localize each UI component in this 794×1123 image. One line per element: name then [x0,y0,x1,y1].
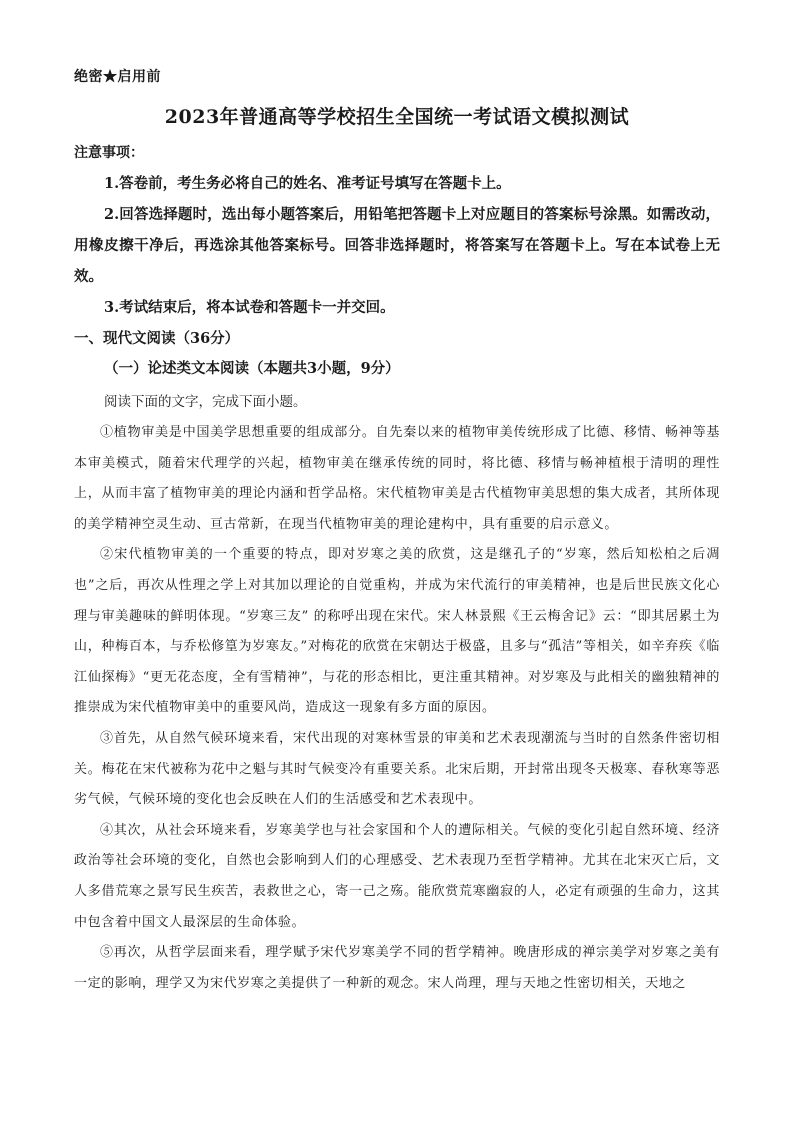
subsection-heading: （一）论述类文本阅读（本题共3小题，9分） [104,360,400,377]
notice-item: 2.回答选择题时，选出每小题答案后，用铅笔把答题卡上对应题目的答案标号涂黑。如需改动，用橡皮擦干净后，再选涂其他答案标号。回答非选择题时，将答案写在答题卡上。写在本试卷上无效。 [74,206,720,285]
reading-passage [74,418,720,999]
section-heading: 一、现代文阅读（36分） [74,330,240,347]
passage-paragraph: ⑤再次，从哲学层面来看，理学赋予宋代岁寒美学不同的哲学精神。晚唐形成的禅宗美学对岁寒之美有一定的影响，理学又为宋代岁寒之美提供了一种新的观念。宋人尚理，理与天地之性密切相关，天地之 [74,945,720,991]
notice-item: 1.答卷前，考生务必将自己的姓名、准考证号填写在答题卡上。 [104,175,511,192]
reading-instruction: 阅读下面的文字，完成下面小题。 [104,394,307,410]
page-title: 2023年普通高等学校招生全国统一考试语文模拟测试 [164,106,630,128]
passage-paragraph: ②宋代植物审美的一个重要的特点，即对岁寒之美的欣赏，这是继孔子的“岁寒，然后知松柏之后凋也”之后，再次从性理之学上对其加以理论的自觉重构，并成为宋代流行的审美精神，也是后世民族文化心理与审美趣味的鲜明体现。“岁寒三友” 的称呼出现在宋代。宋人林景熙《王云梅舍记》云：“即其居累土为山，种梅百本，与乔松修篁为岁寒友。”对梅花的欣赏在宋朝达于极盛，且多与“孤洁”等相关，如辛弃疾《临江仙探梅》“更无花态度，全有雪精神”，与花的形态相比，更注重其精神。对岁寒及与此相关的幽独精神的推崇成为宋代植物审美中的重要风尚，造成这一现象有多方面的原因。 [74,547,720,716]
passage-paragraph: ③首先，从自然气候环境来看，宋代出现的对寒林雪景的审美和艺术表现潮流与当时的自然条件密切相关。梅花在宋代被称为花中之魁与其时气候变冷有重要关系。北宋后期，开封常出现冬天极寒、春秋寒等恶劣气候，气候环境的变化也会反映在人们的生活感受和艺术表现中。 [74,730,720,808]
notice-item: 3.考试结束后，将本试卷和答题卡一并交回。 [104,299,395,316]
confidential-label: 绝密★启用前 [74,69,161,85]
passage-paragraph: ①植物审美是中国美学思想重要的组成部分。自先秦以来的植物审美传统形成了比德、移情、畅神等基本审美模式，随着宋代理学的兴起，植物审美在继承传统的同时，将比德、移情与畅神植根于清明的理性上，从而丰富了植物审美的理论内涵和哲学品格。宋代植物审美是古代植物审美思想的集大成者，其所体现的美学精神空灵生动、亘古常新，在现当代植物审美的理论建构中，具有重要的启示意义。 [74,425,720,532]
passage-paragraph: ④其次，从社会环境来看，岁寒美学也与社会家国和个人的遭际相关。气候的变化引起自然环境、经济政治等社会环境的变化，自然也会影响到人们的心理感受、艺术表现乃至哲学精神。尤其在北宋灭亡后，文人多借荒寒之景写民生疾苦，表救世之心，寄一己之殇。能欣赏荒寒幽寂的人，必定有顽强的生命力，这其中包含着中国文人最深层的生命体验。 [74,822,720,930]
notice-list [74,168,720,323]
notice-heading: 注意事项： [74,145,144,161]
